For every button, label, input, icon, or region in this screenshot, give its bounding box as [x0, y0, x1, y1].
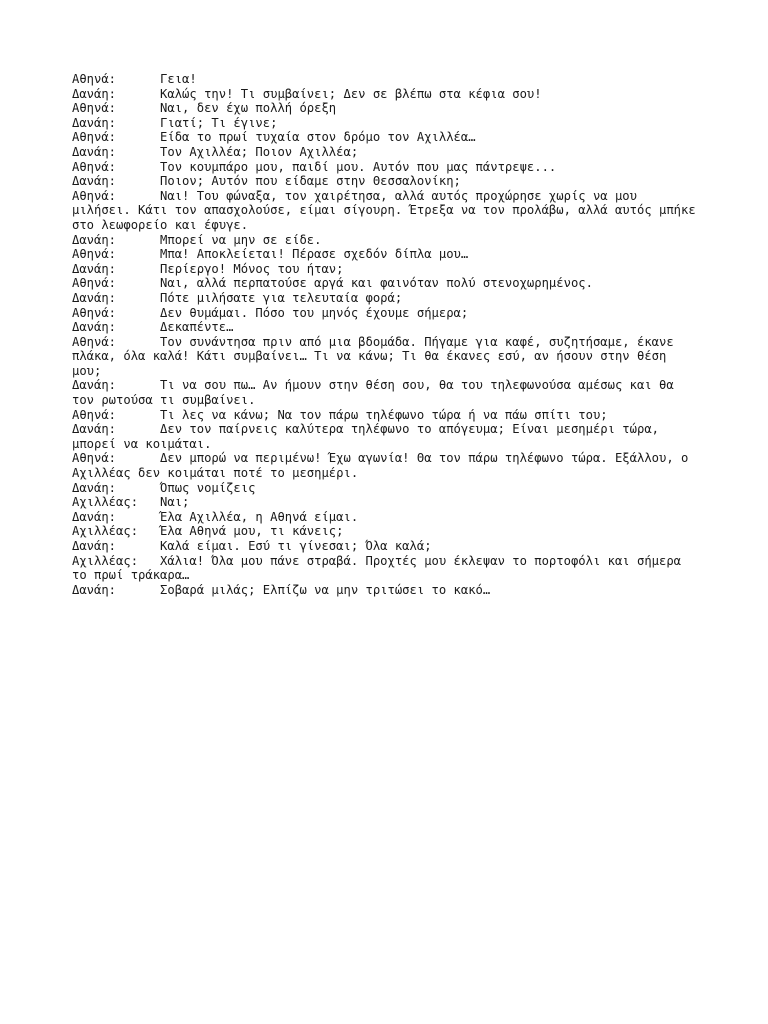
dialogue-line: Δανάη: Όπως νομίζεις — [72, 480, 256, 495]
dialogue-line: Δανάη: Τον Αχιλλέα; Ποιον Αχιλλέα; — [72, 144, 359, 159]
dialogue-line: Δανάη: Δεν τον παίρνεις καλύτερα τηλέφωνο το απόγευμα; Είναι μεσημέρι τώρα, μπορεί να κοιμάται. — [72, 422, 667, 451]
dialogue-line: Αθηνά: Δεν μπορώ να περιμένω! Έχω αγωνία! Θα τον πάρω τηλέφωνο τώρα. Εξάλλου, ο Αχιλλέας δεν κοιμάται ποτέ το μεσημέρι. — [72, 451, 696, 481]
dialogue-line: Αθηνά: Μπα! Αποκλείεται! Πέρασε σχεδόν δίπλα μου… — [72, 247, 469, 262]
dialogue-line: Αχιλλέας: Ναι; — [72, 495, 190, 510]
document-page — [72, 72, 704, 597]
dialogue-line: Αθηνά: Τι λες να κάνω; Να τον πάρω τηλέφωνο τώρα ή να πάω σπίτι του; — [72, 407, 608, 422]
dialogue-line: Δανάη: Σοβαρά μιλάς; Ελπίζω να μην τριτώσει το κακό… — [72, 582, 491, 597]
dialogue-line: Αθηνά: Ναι, αλλά περπατούσε αργά και φαινόταν πολύ στενοχωρημένος. — [72, 276, 593, 291]
dialogue-line: Αθηνά: Δεν θυμάμαι. Πόσο του μηνός έχουμε σήμερα; — [72, 305, 469, 320]
dialogue-line: Αθηνά: Είδα το πρωί τυχαία στον δρόμο τον Αχιλλέα… — [72, 130, 476, 145]
dialogue-line: Αθηνά: Ναι! Του φώναξα, τον χαιρέτησα, αλλά αυτός προχώρησε χωρίς να μου μιλήσει. Κάτι τον απασχολούσε, είμαι σίγουρη. Έτρεξα να τον προλάβω, αλλά αυτός μπήκε στο λεωφορείο και έφυγε. — [72, 188, 704, 232]
dialogue-line: Δανάη: Δεκαπέντε… — [72, 320, 234, 335]
dialogue-line: Δανάη: Τι να σου πω… Αν ήμουν στην θέση σου, θα του τηλεφωνούσα αμέσως και θα τον ρωτούσα τι συμβαίνει. — [72, 378, 682, 408]
dialogue-line: Δανάη: Ποιον; Αυτόν που είδαμε στην Θεσσαλονίκη; — [72, 174, 461, 189]
dialogue-line: Αθηνά: Ναι, δεν έχω πολλή όρεξη — [72, 101, 337, 116]
dialogue-line: Δανάη: Γιατί; Τι έγινε; — [72, 115, 278, 130]
dialogue-line: Αχιλλέας: Χάλια! Όλα μου πάνε στραβά. Προχτές μου έκλεψαν το πορτοφόλι και σήμερα το πρωί τράκαρα… — [72, 553, 689, 583]
dialogue-line: Αθηνά: Τον κουμπάρο μου, παιδί μου. Αυτόν που μας πάντρεψε... — [72, 159, 557, 174]
dialogue-line: Δανάη: Έλα Αχιλλέα, η Αθηνά είμαι. — [72, 509, 359, 524]
dialogue-line: Αχιλλέας: Έλα Αθηνά μου, τι κάνεις; — [72, 524, 344, 539]
dialogue-line: Δανάη: Περίεργο! Μόνος του ήταν; — [72, 261, 344, 276]
dialogue-line: Αθηνά: Γεια! — [72, 72, 197, 86]
dialogue-line: Δανάη: Καλά είμαι. Εσύ τι γίνεσαι; Όλα καλά; — [72, 539, 432, 553]
dialogue-line: Δανάη: Καλώς την! Τι συμβαίνει; Δεν σε βλέπω στα κέφια σου! — [72, 86, 542, 101]
dialogue-line: Αθηνά: Τον συνάντησα πριν από μια βδομάδα. Πήγαμε για καφέ, συζητήσαμε, έκανε πλάκα, όλα καλά! Κάτι συμβαίνει… Τι να κάνω; Τι θα έκανες εσύ, αν ήσουν στην θέση μου; — [72, 334, 682, 378]
dialogue-line: Δανάη: Μπορεί να μην σε είδε. — [72, 232, 322, 247]
dialogue-line: Δανάη: Πότε μιλήσατε για τελευταία φορά; — [72, 290, 403, 305]
